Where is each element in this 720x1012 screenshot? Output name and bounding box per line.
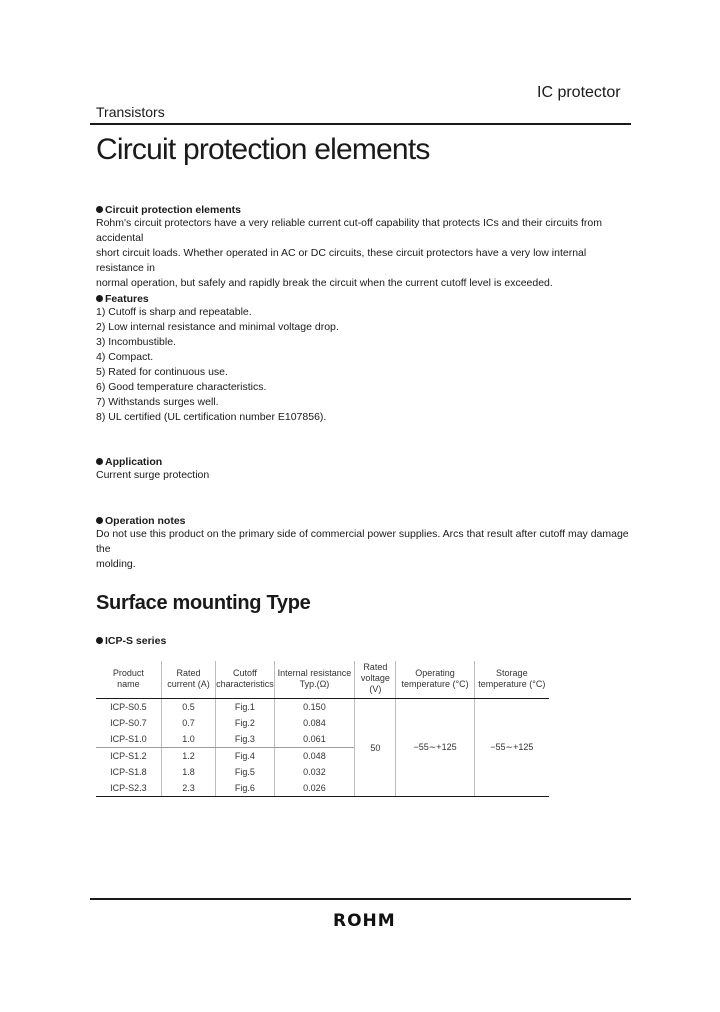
operation-notes-text: Do not use this product on the primary side of commercial power supplies. Arcs that result after cutoff may damage the molding. xyxy=(96,528,629,570)
spec-table xyxy=(96,661,549,797)
document-category: IC protector xyxy=(537,84,621,101)
list-item: 8) UL certified (UL certification number E107856). xyxy=(96,411,327,423)
bullet-icon xyxy=(96,458,103,465)
table-row: ICP-S0.7 0.7 Fig.2 0.084 xyxy=(96,715,549,731)
list-item: 7) Withstands surges well. xyxy=(96,396,219,408)
table-row: ICP-S1.0 1.0 Fig.3 0.061 xyxy=(96,731,549,748)
header-storage-temp: Storage temperature (°C) xyxy=(474,661,549,699)
list-item: 6) Good temperature characteristics. xyxy=(96,381,267,393)
footer-rule xyxy=(90,898,631,900)
intro-section xyxy=(96,204,636,291)
voltage-cell: 50 xyxy=(355,699,396,797)
table-row: ICP-S1.2 1.2 Fig.4 0.048 xyxy=(96,748,549,765)
table-row: ICP-S2.3 2.3 Fig.6 0.026 xyxy=(96,780,549,797)
page-title: Circuit protection elements xyxy=(96,133,430,166)
header-rule xyxy=(90,123,631,125)
operation-notes-section xyxy=(96,515,636,572)
list-item: 2) Low internal resistance and minimal voltage drop. xyxy=(96,321,339,333)
application-heading: Application xyxy=(96,456,636,468)
table-row: ICP-S1.8 1.8 Fig.5 0.032 xyxy=(96,764,549,780)
header-product: Product name xyxy=(96,661,161,699)
bullet-icon xyxy=(96,295,103,302)
section-label: Transistors xyxy=(96,104,165,120)
header-voltage: Rated voltage (V) xyxy=(355,661,396,699)
list-item: 4) Compact. xyxy=(96,351,154,363)
header-resistance: Internal resistance Typ.(Ω) xyxy=(274,661,355,699)
surface-mount-title: Surface mounting Type xyxy=(96,592,311,614)
bullet-icon xyxy=(96,637,103,644)
application-section xyxy=(96,456,636,483)
list-item: 5) Rated for continuous use. xyxy=(96,366,228,378)
table-row: ICP-S0.5 0.5 Fig.1 0.150 50 −55∼+125 −55∼+125 xyxy=(96,699,549,716)
intro-heading: Circuit protection elements xyxy=(96,204,636,216)
header-current: Rated current (A) xyxy=(161,661,215,699)
features-list xyxy=(96,305,636,425)
features-heading: Features xyxy=(96,293,636,305)
list-item: 1) Cutoff is sharp and repeatable. xyxy=(96,306,252,318)
application-text: Current surge protection xyxy=(96,469,210,481)
operating-temp-cell: −55∼+125 xyxy=(396,699,474,797)
list-item: 3) Incombustible. xyxy=(96,336,176,348)
intro-paragraph: Rohm's circuit protectors have a very reliable current cut-off capability that protects ICs and their circuits from accidental short circuit loads. Whether operated in AC or DC circuits, these circuit protectors have a very low internal resistance in normal operation, but safely and rapidly break the circuit when the current cutoff level is exceeded. xyxy=(96,217,603,289)
header-cutoff: Cutoff characteristics xyxy=(216,661,275,699)
features-section xyxy=(96,293,636,425)
table-header-row xyxy=(96,661,549,699)
bullet-icon xyxy=(96,517,103,524)
rohm-logo: ROHM xyxy=(333,911,396,931)
operation-notes-heading: Operation notes xyxy=(96,515,636,527)
series-heading: ICP-S series xyxy=(96,635,166,647)
bullet-icon xyxy=(96,206,103,213)
storage-temp-cell: −55∼+125 xyxy=(474,699,549,797)
header-operating-temp: Operating temperature (°C) xyxy=(396,661,474,699)
